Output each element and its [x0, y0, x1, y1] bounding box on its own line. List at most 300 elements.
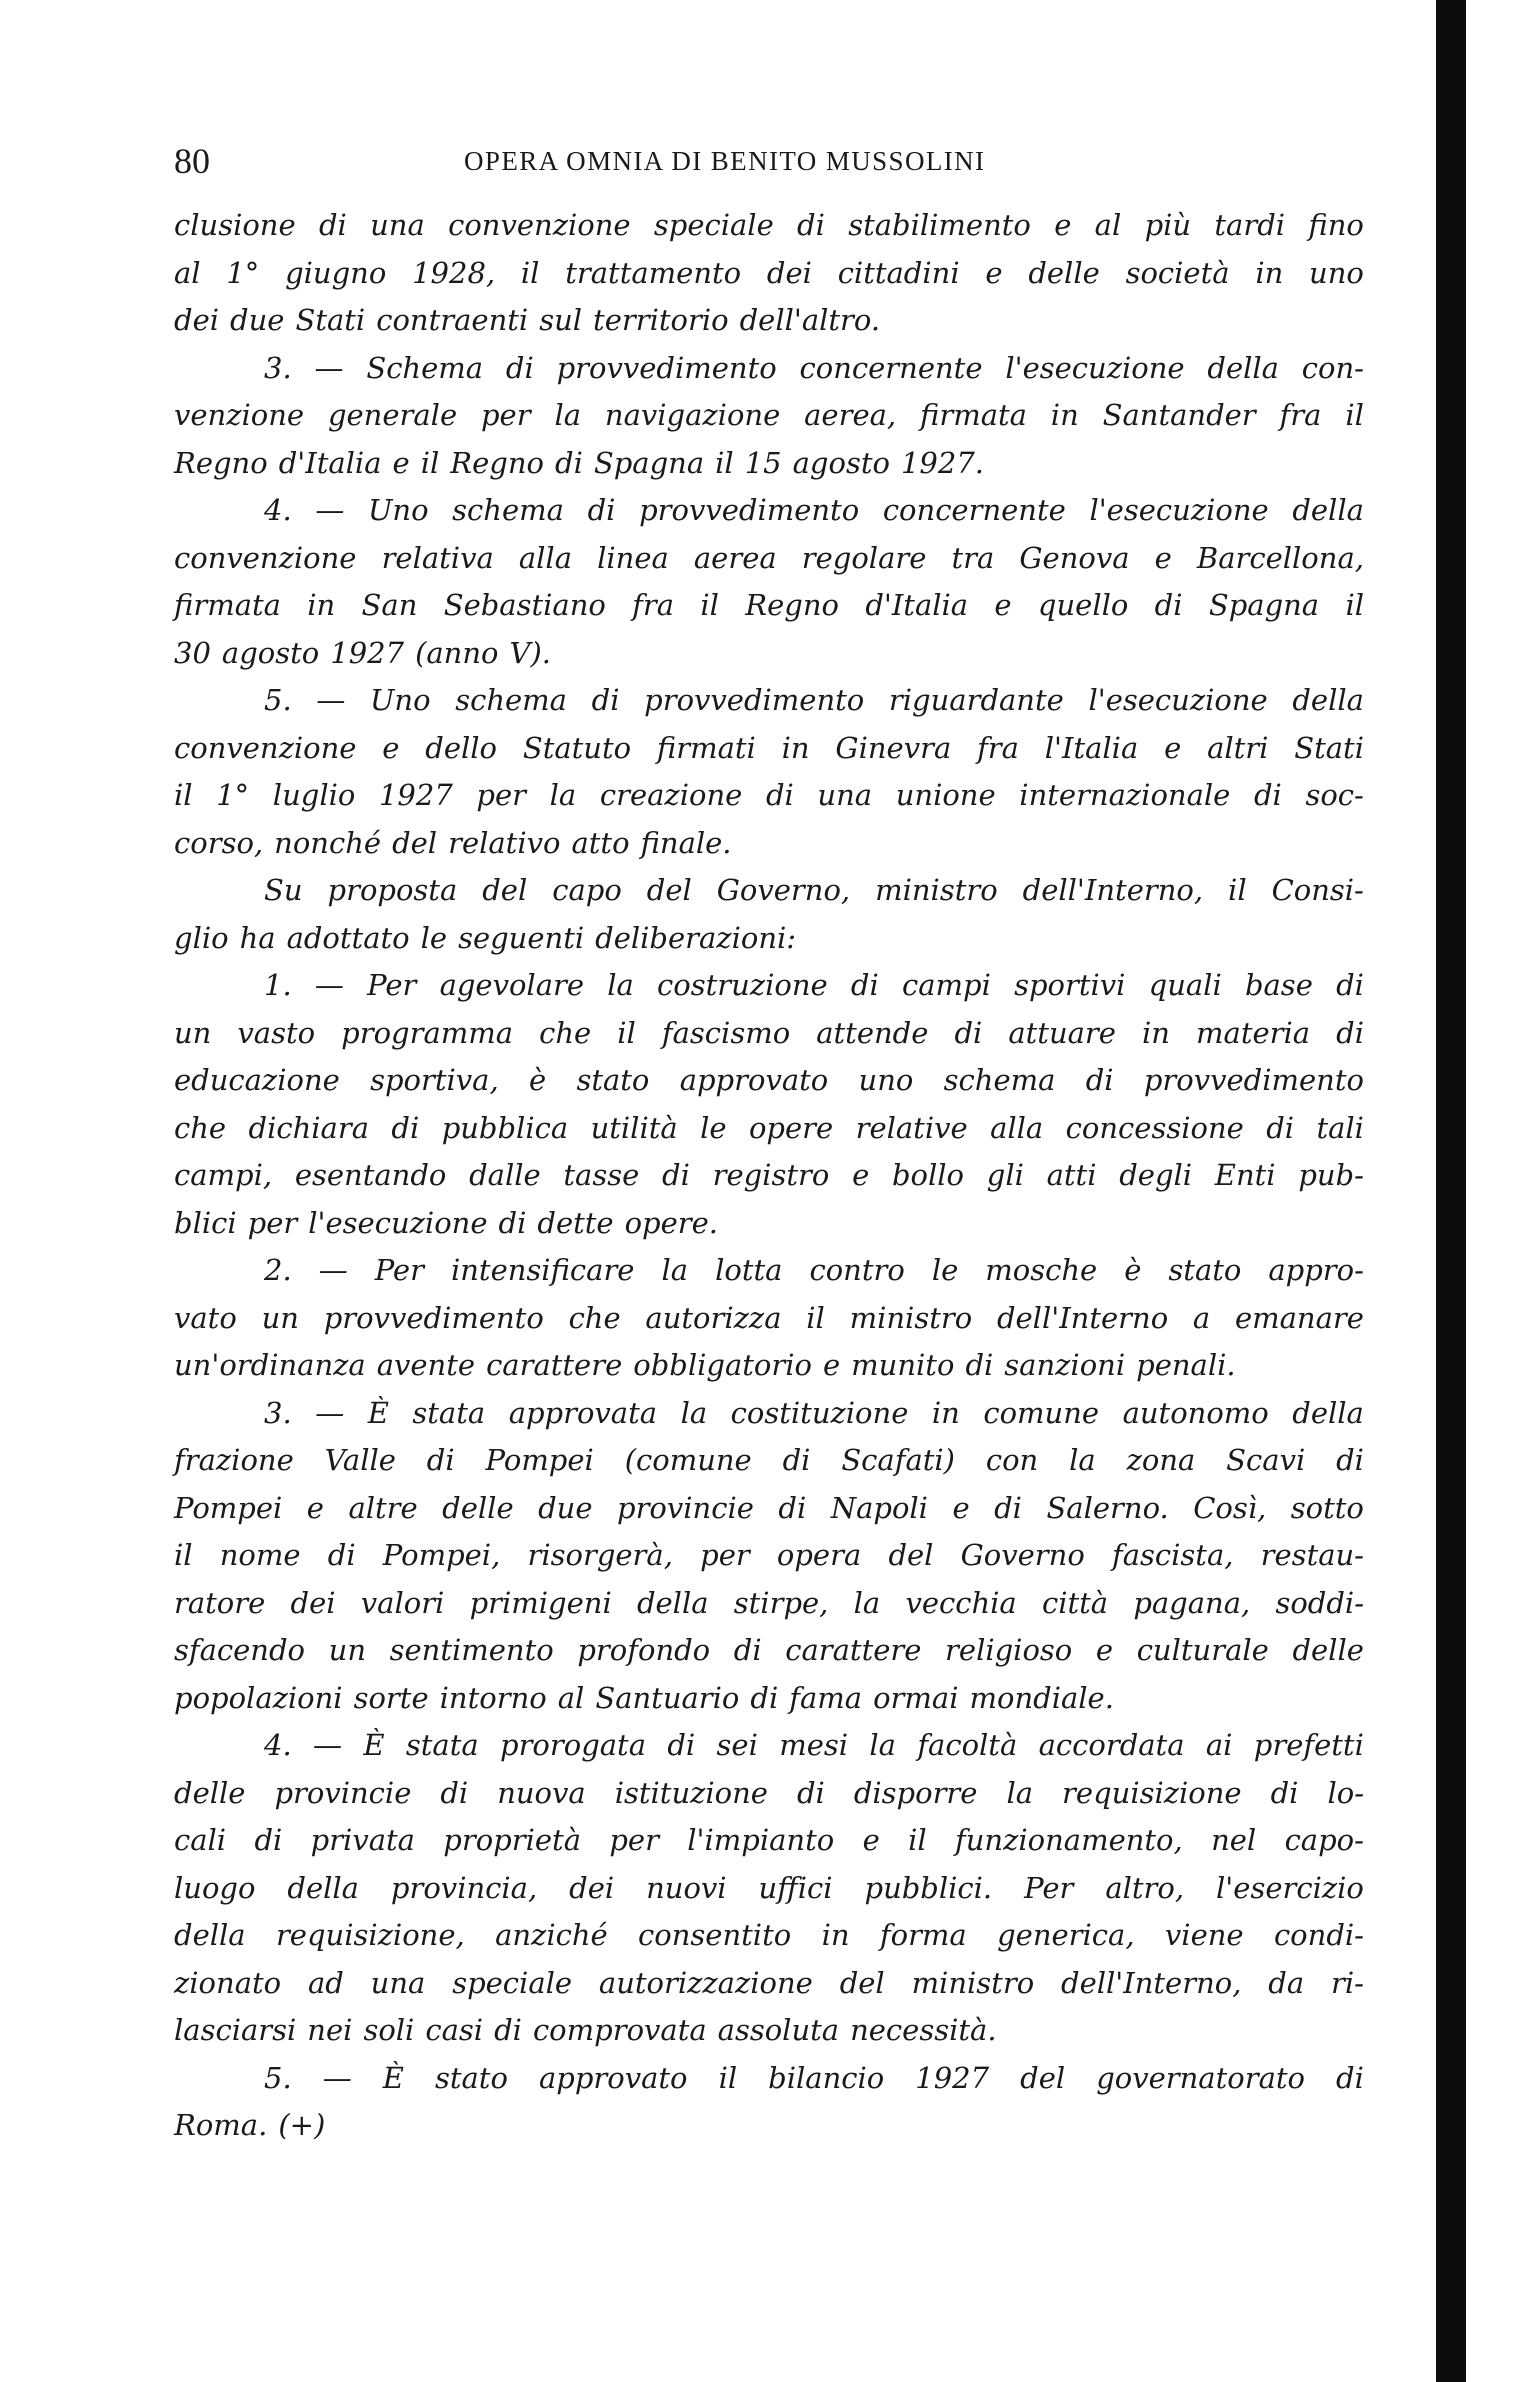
word: un	[261, 1300, 299, 1335]
word: generale	[327, 398, 458, 432]
word: di	[591, 683, 620, 717]
text-line	[174, 677, 1364, 725]
word: di	[1154, 588, 1183, 622]
word: la	[607, 968, 634, 1002]
word: alla	[990, 1110, 1044, 1145]
page-header	[174, 138, 1374, 184]
word: di	[254, 1823, 283, 1857]
word: bollo	[891, 1158, 965, 1192]
word: l'esecuzione	[308, 1205, 488, 1240]
word: 30	[174, 635, 211, 670]
word: base	[1244, 968, 1313, 1002]
word: in	[1050, 398, 1079, 432]
word: viene	[1164, 1918, 1244, 1952]
word: venzione	[174, 398, 305, 432]
word: altro,	[1105, 1870, 1185, 1905]
body-text	[174, 202, 1364, 2150]
word: di	[797, 208, 825, 242]
word: campi,	[174, 1158, 273, 1192]
word: popolazioni	[174, 1680, 343, 1715]
word: regolare	[801, 540, 927, 575]
word: fra	[977, 730, 1019, 765]
word: speciale	[653, 208, 774, 242]
word: 4.	[264, 1728, 292, 1762]
word: di	[1336, 1443, 1364, 1477]
word: pagana,	[1133, 1585, 1251, 1620]
word: culturale	[1136, 1633, 1269, 1667]
word: Valle	[324, 1443, 396, 1477]
word: vasto	[237, 1015, 316, 1050]
word: di	[1270, 1775, 1299, 1810]
word: fascista,	[1112, 1538, 1234, 1572]
word: approvata	[508, 1395, 658, 1430]
word: delle	[1028, 255, 1100, 290]
word: opera	[776, 1538, 862, 1572]
word: pubblica	[441, 1110, 569, 1145]
word: soc-	[1305, 778, 1364, 812]
word: stata	[412, 1395, 486, 1430]
word: firmati	[656, 730, 756, 765]
word: condi-	[1273, 1918, 1364, 1952]
word: 15	[744, 445, 782, 480]
word: di	[782, 1443, 811, 1477]
word: capo	[552, 873, 622, 907]
word: mosche	[985, 1253, 1098, 1287]
word: navigazione	[604, 398, 781, 432]
word: nel	[1211, 1823, 1257, 1857]
word: provvedimento	[323, 1300, 544, 1335]
word: di	[1336, 2060, 1364, 2095]
word: penali.	[1136, 1348, 1236, 1382]
text-line	[174, 1200, 1364, 1248]
word: —	[315, 493, 345, 527]
word: alla	[518, 540, 572, 575]
word: Uno	[367, 493, 429, 527]
word: lasciarsi	[174, 2013, 297, 2047]
text-line	[174, 440, 1364, 488]
word: al	[1094, 208, 1122, 242]
word: Stati	[1294, 730, 1364, 765]
word: Salerno.	[1046, 1490, 1169, 1525]
word: vato	[174, 1300, 237, 1335]
word: dell'Interno,	[1022, 873, 1204, 907]
word: Stati	[295, 303, 366, 337]
word: autonomo	[1122, 1395, 1269, 1430]
word: due	[538, 1490, 593, 1525]
word: sei	[716, 1728, 758, 1762]
word: la	[1069, 1443, 1096, 1477]
word: di	[505, 350, 534, 385]
word: stato	[576, 1063, 650, 1097]
word: linea	[597, 540, 669, 575]
text-line	[174, 1010, 1364, 1058]
word: prefetti	[1253, 1728, 1364, 1762]
word: di	[440, 1775, 469, 1810]
text-line	[174, 1485, 1364, 1533]
word: contro	[809, 1253, 905, 1287]
word: d'Italia	[865, 588, 969, 622]
word: proposta	[327, 873, 458, 907]
word: frazione	[174, 1443, 294, 1477]
word: 1927	[378, 778, 453, 812]
word: di	[1336, 1015, 1364, 1050]
word: firmata	[919, 398, 1027, 432]
word: speciale	[452, 1965, 573, 2000]
word: convenzione	[448, 208, 631, 242]
word: il	[1345, 398, 1364, 432]
word: di	[1336, 968, 1364, 1002]
word: di	[587, 493, 616, 527]
word: facoltà	[917, 1728, 1018, 1762]
word: ri-	[1331, 1965, 1364, 2000]
word: glio	[174, 920, 229, 955]
word: Santander	[1102, 398, 1256, 432]
word: requisizione	[1062, 1775, 1242, 1810]
word: è	[1124, 1253, 1142, 1287]
word: esentando	[294, 1158, 447, 1192]
word: assoluta	[717, 2013, 840, 2047]
word: fino	[1308, 208, 1364, 242]
word: autorizza	[645, 1300, 782, 1335]
word: intensificare	[450, 1253, 635, 1287]
word: sul	[539, 303, 583, 337]
word: delle	[1292, 1633, 1364, 1667]
word: l'esecuzione	[1005, 350, 1185, 385]
word: seguenti	[458, 920, 585, 955]
word: e	[822, 1348, 841, 1382]
word: Regno	[450, 445, 544, 480]
word: privata	[310, 1823, 415, 1857]
word: 1.	[264, 968, 292, 1002]
word: in	[931, 1395, 960, 1430]
text-line	[174, 820, 1364, 868]
word: nuova	[497, 1775, 586, 1810]
running-title: OPERA OMNIA DI BENITO MUSSOLINI	[464, 146, 986, 176]
word: Napoli	[830, 1490, 928, 1525]
word: luglio	[272, 778, 356, 812]
word: riguardante	[888, 683, 1064, 717]
word: utilità	[590, 1110, 678, 1145]
word: munito	[851, 1348, 955, 1382]
word: gli	[986, 1158, 1024, 1192]
book-spine-edge	[1436, 0, 1466, 2382]
text-line	[174, 345, 1364, 393]
word: il	[520, 255, 540, 290]
word: ad	[307, 1965, 344, 2000]
word: lotta	[715, 1253, 783, 1287]
word: dello	[425, 730, 498, 765]
word: l'Italia	[1044, 730, 1139, 765]
word: di	[850, 968, 879, 1002]
word: funzionamento,	[955, 1823, 1183, 1857]
word: aerea	[693, 540, 777, 575]
word: generica,	[997, 1918, 1135, 1952]
word: di	[667, 1728, 696, 1762]
word: (comune	[624, 1443, 752, 1477]
word: sportivi	[1014, 968, 1126, 1002]
word: due	[230, 303, 285, 337]
word: relativa	[381, 540, 494, 575]
word: Sebastiano	[443, 588, 606, 622]
word: approvato	[538, 2060, 688, 2095]
text-line	[174, 1865, 1364, 1913]
word: per	[609, 1823, 659, 1857]
word: campi	[901, 968, 991, 1002]
word: della	[1292, 1395, 1364, 1430]
word: tasse	[563, 1158, 640, 1192]
word: l'esecuzione	[1088, 683, 1268, 717]
word: di	[994, 1490, 1022, 1525]
word: società	[1125, 255, 1230, 290]
word: la	[661, 1253, 689, 1287]
word: Enti	[1214, 1158, 1276, 1192]
word: adottato	[286, 920, 410, 955]
word: costituzione	[730, 1395, 909, 1430]
word: 5.	[264, 683, 292, 717]
word: stirpe,	[733, 1585, 829, 1620]
word: Governo,	[716, 873, 851, 907]
word: del	[839, 1965, 885, 2000]
word: obbligatorio	[633, 1348, 812, 1382]
word: zona	[1126, 1443, 1196, 1477]
word: dei	[569, 1870, 615, 1905]
text-line	[174, 1960, 1364, 2008]
word: capo-	[1284, 1823, 1364, 1857]
word: valori	[360, 1585, 445, 1620]
word: deliberazioni:	[595, 920, 797, 955]
word: opere.	[624, 1205, 719, 1240]
word: relative	[855, 1110, 968, 1145]
word: la	[554, 398, 582, 432]
word: d'Italia	[278, 445, 382, 480]
word: di	[494, 2013, 522, 2047]
word: altri	[1207, 730, 1269, 765]
word: provvedimento	[1143, 1063, 1364, 1097]
word: Scavi	[1226, 1443, 1306, 1477]
word: schema	[943, 1063, 1056, 1097]
word: è	[528, 1063, 547, 1097]
word: di	[733, 1633, 762, 1667]
word: Regno	[745, 588, 839, 622]
text-line	[174, 392, 1364, 440]
word: di	[426, 1443, 455, 1477]
word: —	[314, 968, 344, 1002]
word: di	[765, 778, 794, 812]
text-line	[174, 1532, 1364, 1580]
word: atti	[1046, 1158, 1097, 1192]
word: e	[985, 255, 1003, 290]
word: governatorato	[1096, 2060, 1305, 2095]
word: stata	[405, 1728, 479, 1762]
word: ministro	[875, 873, 998, 907]
word: intorno	[439, 1680, 547, 1715]
word: Uno	[369, 683, 431, 717]
word: fra	[632, 588, 675, 622]
word: blici	[174, 1205, 237, 1240]
word: sanzioni	[1004, 1348, 1126, 1382]
word: concessione	[1065, 1110, 1244, 1145]
word: soli	[363, 2013, 415, 2047]
word: bilancio	[768, 2060, 885, 2095]
word: Regno	[174, 445, 268, 480]
word: dette	[537, 1205, 614, 1240]
word: casi	[425, 2013, 484, 2047]
word: per	[247, 1205, 298, 1240]
word: della	[174, 1918, 246, 1952]
word: più	[1144, 208, 1192, 242]
word: Roma.	[174, 2108, 268, 2142]
word: dei	[174, 303, 220, 337]
word: programma	[341, 1015, 514, 1050]
word: internazionale	[1019, 778, 1231, 812]
text-line	[174, 1770, 1364, 1818]
text-line	[174, 2055, 1364, 2103]
word: dalle	[469, 1158, 541, 1192]
word: le	[931, 1253, 959, 1287]
text-line	[174, 535, 1364, 583]
word: che	[174, 1110, 227, 1145]
word: stabilimento	[848, 208, 1031, 242]
word: zionato	[174, 1965, 282, 2000]
text-line	[174, 1627, 1364, 1675]
word: città	[1041, 1585, 1109, 1620]
word: la	[1006, 1775, 1034, 1810]
word: con	[985, 1443, 1039, 1477]
word: dell'Interno,	[1061, 1965, 1242, 2000]
word: in	[307, 588, 336, 622]
word: di	[498, 1205, 527, 1240]
word: finale.	[640, 825, 732, 860]
word: in	[1255, 255, 1284, 290]
word: accordata	[1038, 1728, 1185, 1762]
word: il	[1345, 588, 1364, 622]
text-line	[174, 1295, 1364, 1343]
word: territorio	[593, 303, 729, 337]
word: schema	[455, 683, 567, 717]
word: 5.	[264, 2060, 292, 2095]
text-line	[174, 915, 1364, 963]
word: profondo	[577, 1633, 711, 1667]
word: pub-	[1298, 1158, 1364, 1192]
word: di	[796, 1775, 825, 1810]
word: provvedimento	[639, 493, 860, 527]
word: in	[821, 1918, 850, 1952]
word: della	[287, 1870, 359, 1905]
word: ha	[239, 920, 276, 955]
word: e	[862, 1823, 880, 1857]
word: dichiara	[248, 1110, 369, 1145]
word: 1928,	[412, 255, 496, 290]
word: restau-	[1260, 1538, 1364, 1572]
word: sorte	[353, 1680, 429, 1715]
word: Così,	[1193, 1490, 1267, 1525]
word: in	[781, 730, 810, 765]
word: È	[363, 1728, 385, 1762]
word: che	[539, 1015, 592, 1050]
word: approvato	[679, 1063, 829, 1097]
word: istituzione	[614, 1775, 768, 1810]
word: luogo	[174, 1870, 256, 1905]
text-line	[174, 1912, 1364, 1960]
word: con-	[1301, 350, 1364, 385]
word: giugno	[285, 255, 387, 290]
word: carattere	[486, 1348, 623, 1382]
text-line	[174, 1152, 1364, 1200]
word: concernente	[799, 350, 983, 385]
word: nei	[307, 2013, 353, 2047]
word: stato	[434, 2060, 508, 2095]
word: relativo	[448, 825, 561, 860]
word: tali	[1316, 1110, 1364, 1145]
word: firmata	[174, 588, 281, 622]
word: di	[750, 1680, 779, 1715]
word: un'ordinanza	[174, 1348, 366, 1382]
word: primigeni	[469, 1585, 612, 1620]
word: delle	[174, 1775, 246, 1810]
word: lo-	[1327, 1775, 1364, 1810]
word: ministro	[849, 1300, 973, 1335]
word: —	[318, 1253, 348, 1287]
word: l'esecuzione	[1089, 493, 1269, 527]
word: È	[382, 2060, 404, 2095]
text-line	[174, 867, 1364, 915]
word: Spagna	[593, 445, 705, 480]
word: —	[315, 1395, 345, 1430]
page-margin-right	[1466, 0, 1534, 2382]
word: comprovata	[532, 2013, 707, 2047]
word: 3.	[264, 350, 292, 385]
word: le	[700, 1110, 727, 1145]
text-line	[174, 1105, 1364, 1153]
word: disporre	[853, 1775, 978, 1810]
text-line	[174, 1722, 1364, 1770]
word: sentimento	[389, 1633, 554, 1667]
word: e	[1154, 540, 1172, 575]
text-line	[174, 1247, 1364, 1295]
word: opere	[748, 1110, 834, 1145]
word: ai	[1205, 1728, 1233, 1762]
word: nome	[219, 1538, 301, 1572]
text-line	[174, 202, 1364, 250]
word: il	[174, 1538, 193, 1572]
word: mesi	[779, 1728, 849, 1762]
text-line	[174, 2007, 1364, 2055]
text-line	[174, 297, 1364, 345]
word: una	[817, 778, 873, 812]
word: necessità.	[850, 2013, 997, 2047]
word: corso,	[174, 825, 264, 860]
text-line	[174, 1817, 1364, 1865]
word: sotto	[1290, 1490, 1364, 1525]
word: ratore	[174, 1585, 266, 1620]
page-number: 80	[174, 141, 210, 181]
word: costruzione	[657, 968, 828, 1002]
word: l'impianto	[687, 1823, 835, 1857]
word: il	[715, 445, 734, 480]
word: di	[1266, 1110, 1295, 1145]
word: 1°	[226, 255, 260, 290]
word: ministro	[911, 1965, 1035, 2000]
word: di	[318, 208, 347, 242]
word: provvedimento	[644, 683, 865, 717]
word: Pompei,	[382, 1538, 501, 1572]
word: 2.	[264, 1253, 292, 1287]
word: San	[361, 588, 418, 622]
word: Governo	[960, 1538, 1085, 1572]
word: dei	[290, 1585, 336, 1620]
word: e	[994, 588, 1012, 622]
word: 4.	[264, 493, 292, 527]
